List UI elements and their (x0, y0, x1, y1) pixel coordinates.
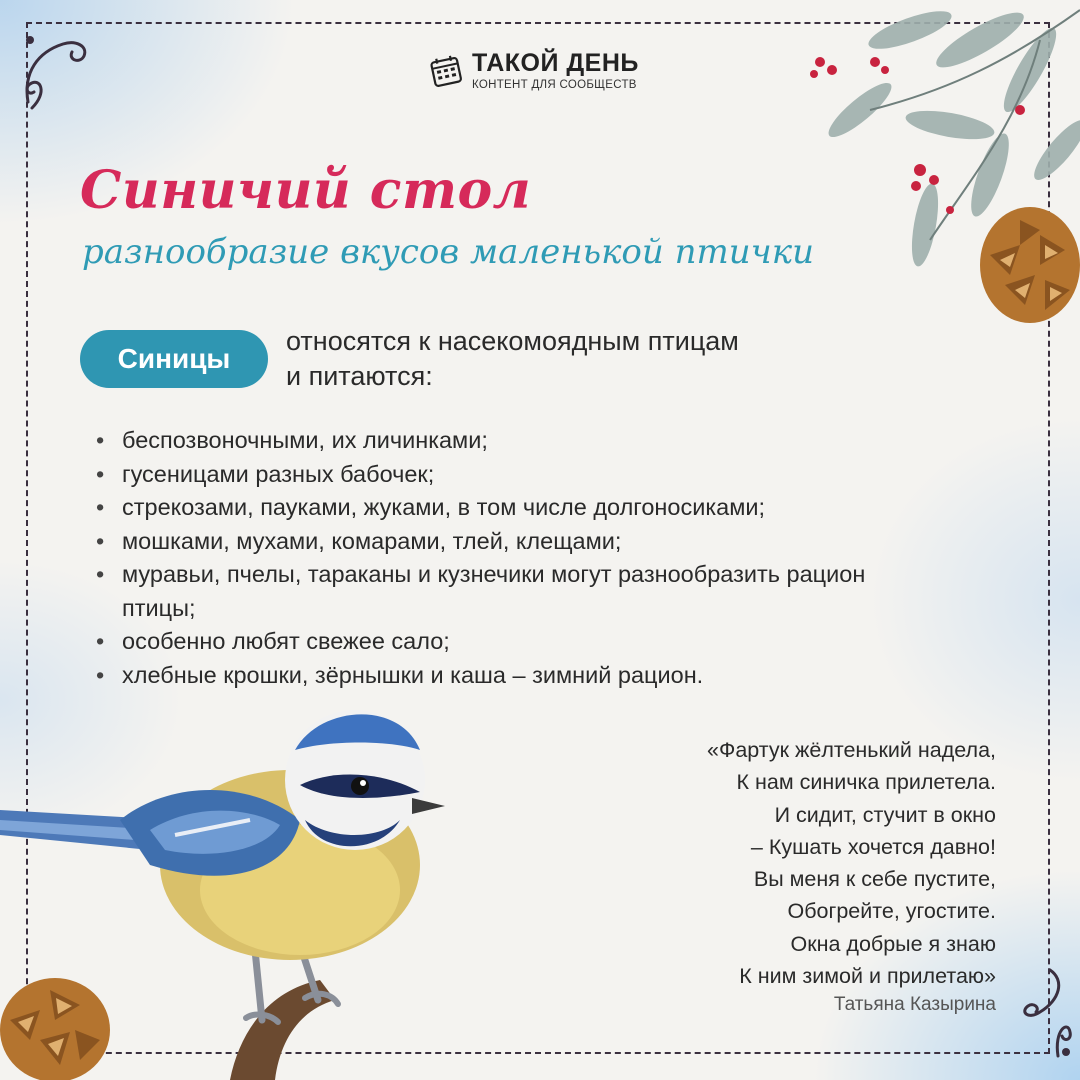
list-item: • муравьи, пчелы, тараканы и кузнечики могут разнообразить рацион птицы; (96, 558, 922, 625)
poem-line: Окна добрые я знаю (790, 931, 996, 956)
poem-author: Татьяна Казырина (833, 994, 996, 1015)
poem-line: К нам синичка прилетела. (736, 770, 996, 795)
page-title: Синичий стол (80, 160, 532, 221)
pine-cone-decoration-icon (0, 960, 140, 1080)
poem-line: Обогрейте, угостите. (787, 899, 996, 924)
brand-name: ТАКОЙ ДЕНЬ (472, 49, 639, 77)
poem-line: Вы меня к себе пустите, (753, 867, 996, 892)
list-item: • хлебные крошки, зёрнышки и каша – зимний рацион. (96, 659, 936, 693)
bottom-right-ornament-icon (1010, 960, 1080, 1060)
page-subtitle: разнообразие вкусов маленькой птички (82, 232, 814, 272)
poem-line: И сидит, стучит в окно (774, 802, 996, 827)
tits-badge: Синицы (80, 330, 268, 388)
list-item: • особенно любят свежее сало; (96, 625, 936, 659)
brand-logo (428, 50, 639, 91)
intro-line-2: и питаются: (286, 361, 433, 391)
intro-line-1: относятся к насекомоядным птицам (286, 326, 739, 356)
poem-line: «Фартук жёлтенький надела, (707, 738, 996, 762)
poem-line: К ним зимой и прилетаю» (739, 964, 996, 989)
poem-line: – Кушать хочется давно! (750, 834, 996, 859)
poem (707, 734, 996, 992)
top-left-ornament-icon (18, 22, 98, 112)
brand-tagline: КОНТЕНТ ДЛЯ СООБЩЕСТВ (472, 79, 637, 91)
diet-list (96, 424, 936, 692)
calendar-stamp-icon (428, 53, 464, 89)
list-item: • беспозвоночными, их личинками; (96, 424, 936, 458)
list-item: • мошками, мухами, комарами, тлей, клещами; (96, 525, 936, 559)
list-item: • гусеницами разных бабочек; (96, 458, 936, 492)
list-item: • стрекозами, пауками, жуками, в том числе долгоносиками; (96, 491, 936, 525)
berry-branch-decoration-icon (790, 0, 1080, 340)
intro-text (286, 324, 739, 394)
